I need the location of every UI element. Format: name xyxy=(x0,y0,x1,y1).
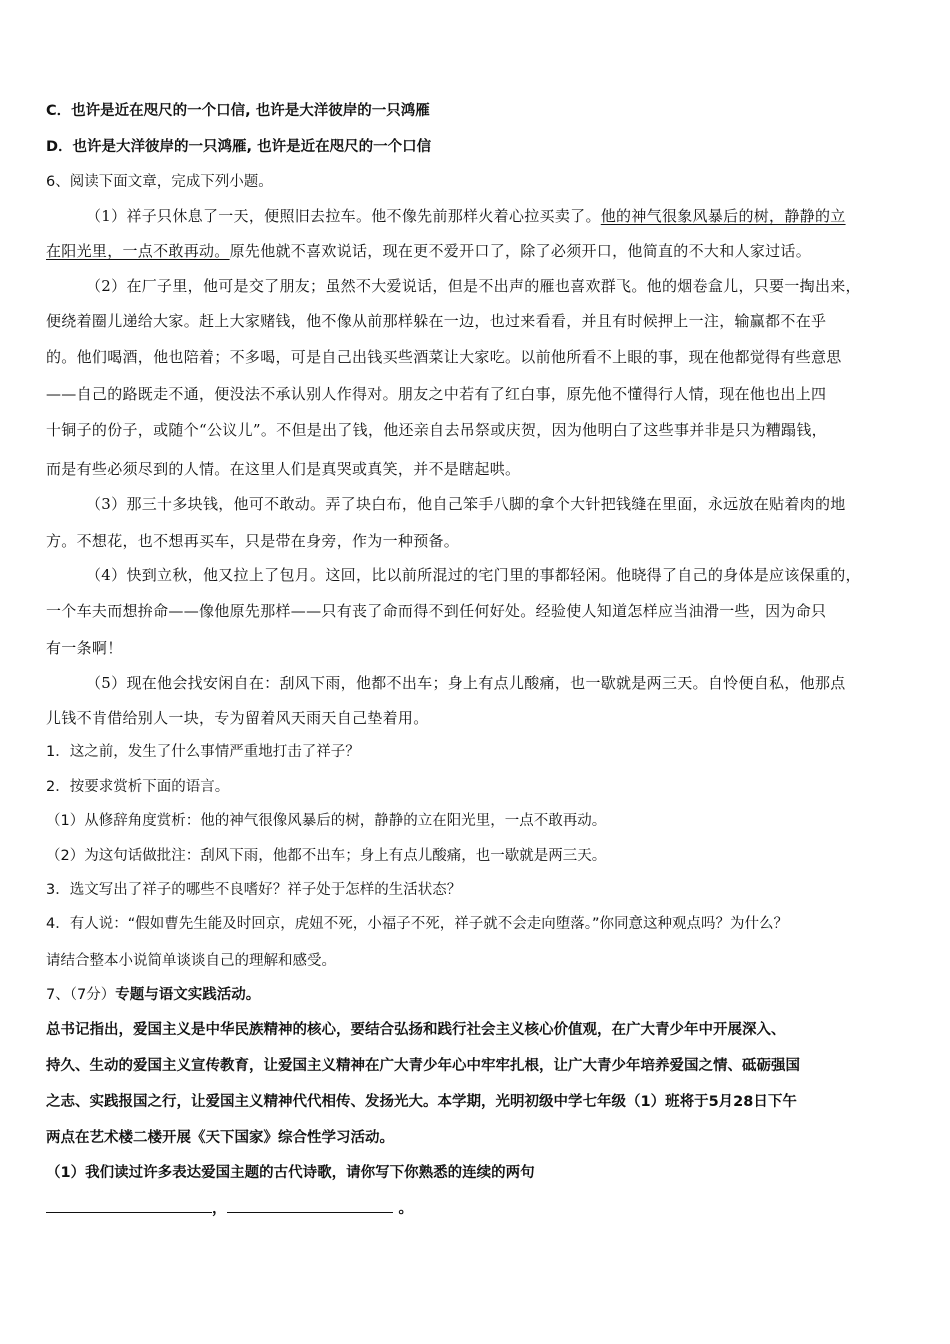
question-7-header xyxy=(46,984,914,1006)
question-number: 7、（7分） xyxy=(46,987,116,1003)
passage-p4-line1: （4）快到立秋，他又拉上了包月。这回，比以前所混过的宅门里的事都轻闲。他晓得了自己的身体是应该保重的， xyxy=(86,566,861,584)
question-7-intro-line4: 两点在艺术楼二楼开展《天下国家》综合性学习活动。 xyxy=(46,1130,394,1146)
blank-period: 。 xyxy=(398,1201,413,1217)
passage-text: 原先他就不喜欢说话，现在更不爱开口了，除了必须开口，他简直的不大和人家过话。 xyxy=(229,242,812,260)
sub-question-1: 1．这之前，发生了什么事情严重地打击了祥子？ xyxy=(46,744,360,760)
passage-text: （1）祥子只休息了一天，便照旧去拉车。他不像先前那样火着心拉买卖了。 xyxy=(86,207,601,225)
sub-question-3: 3．选文写出了祥子的哪些不良嗜好？祥子处于怎样的生活状态？ xyxy=(46,882,462,898)
passage-p5-line2: 儿钱不肯借给别人一块，专为留着风天雨天自己垫着用。 xyxy=(46,709,429,727)
passage-p2-line6: 而是有些必须尽到的人情。在这里人们是真哭或真笑，并不是瞎起哄。 xyxy=(46,460,521,478)
underlined-sentence: 在阳光里，一点不敢再动。 xyxy=(46,242,230,260)
answer-blank-1[interactable] xyxy=(46,1198,212,1213)
underlined-sentence: 他的神气很象风暴后的树，静静的立 xyxy=(600,207,846,225)
question-7-sub1: （1）我们读过许多表达爱国主题的古代诗歌，请你写下你熟悉的连续的两句 xyxy=(46,1165,535,1181)
sub-question-4-line2: 请结合整本小说简单谈谈自己的理解和感受。 xyxy=(46,953,336,969)
passage-p1-line2 xyxy=(46,240,914,262)
sub-question-2-2: （2）为这句话做批注：刮风下雨，他都不出车；身上有点儿酸痛，也一歇就是两三天。 xyxy=(46,848,607,864)
answer-blank-line xyxy=(46,1198,914,1220)
passage-p2-line5: 十铜子的份子，或随个“公议儿”。不但是出了钱，他还亲自去吊祭或庆贺，因为他明白了这些事并非是只为糟蹋钱， xyxy=(46,421,827,439)
option-c: C．也许是近在咫尺的一个口信, 也许是大洋彼岸的一只鸿雁 xyxy=(46,103,430,119)
option-d: D．也许是大洋彼岸的一只鸿雁, 也许是近在咫尺的一个口信 xyxy=(46,139,432,155)
passage-p5-line1: （5）现在他会找安闲自在：刮风下雨，他都不出车；身上有点儿酸痛，也一歇就是两三天。自怜便自私，他那点 xyxy=(86,674,846,692)
sub-question-2: 2．按要求赏析下面的语言。 xyxy=(46,779,230,795)
passage-p2-line2: 便绕着圈儿递给大家。赶上大家赌钱，他不像从前那样躲在一边，也过来看看，并且有时候押上一注，输赢都不在乎 xyxy=(46,312,827,330)
passage-p4-line2: 一个车夫而想拚命——像他原先那样——只有丧了命而得不到任何好处。经验使人知道怎样应当油滑一些，因为命只 xyxy=(46,602,827,620)
passage-p2-line4: ——自己的路既走不通，便没法不承认别人作得对。朋友之中若有了红白事，原先他不懂得行人情，现在他也出上四 xyxy=(46,385,827,403)
question-title: 专题与语文实践活动。 xyxy=(115,987,261,1003)
passage-p2-line1: （2）在厂子里，他可是交了朋友；虽然不大爱说话，但是不出声的雁也喜欢群飞。他的烟卷盒儿，只要一掏出来， xyxy=(86,277,861,295)
question-7-intro-line1: 总书记指出，爱国主义是中华民族精神的核心，要结合弘扬和践行社会主义核心价值观，在广大青少年中开展深入、 xyxy=(46,1022,786,1038)
passage-p4-line3: 有一条啊！ xyxy=(46,639,123,657)
blank-comma: ， xyxy=(212,1201,227,1217)
passage-p3-line1: （3）那三十多块钱，他可不敢动。弄了块白布，他自己笨手八脚的拿个大针把钱缝在里面，永远放在贴着肉的地 xyxy=(86,495,846,513)
question-7-intro-line3: 之志、实践报国之行，让爱国主义精神代代相传、发扬光大。本学期，光明初级中学七年级（1）班将于5月28日下午 xyxy=(46,1094,797,1110)
question-6-header: 6、阅读下面文章，完成下列小题。 xyxy=(46,174,273,190)
answer-blank-2[interactable] xyxy=(227,1198,393,1213)
passage-p3-line2: 方。不想花，也不想再买车，只是带在身旁，作为一种预备。 xyxy=(46,532,460,550)
passage-p1-line1 xyxy=(86,205,916,227)
passage-p2-line3: 的。他们喝酒，他也陪着；不多喝，可是自己出钱买些酒菜让大家吃。以前他所看不上眼的事，现在他都觉得有些意思 xyxy=(46,348,842,366)
sub-question-2-1: （1）从修辞角度赏析：他的神气很像风暴后的树，静静的立在阳光里，一点不敢再动。 xyxy=(46,813,607,829)
sub-question-4-line1: 4．有人说：“假如曹先生能及时回京，虎妞不死，小福子不死，祥子就不会走向堕落。”你同意这种观点吗？为什么？ xyxy=(46,916,788,932)
question-7-intro-line2: 持久、生动的爱国主义宣传教育，让爱国主义精神在广大青少年心中牢牢扎根，让广大青少年培养爱国之情、砥砺强国 xyxy=(46,1058,800,1074)
